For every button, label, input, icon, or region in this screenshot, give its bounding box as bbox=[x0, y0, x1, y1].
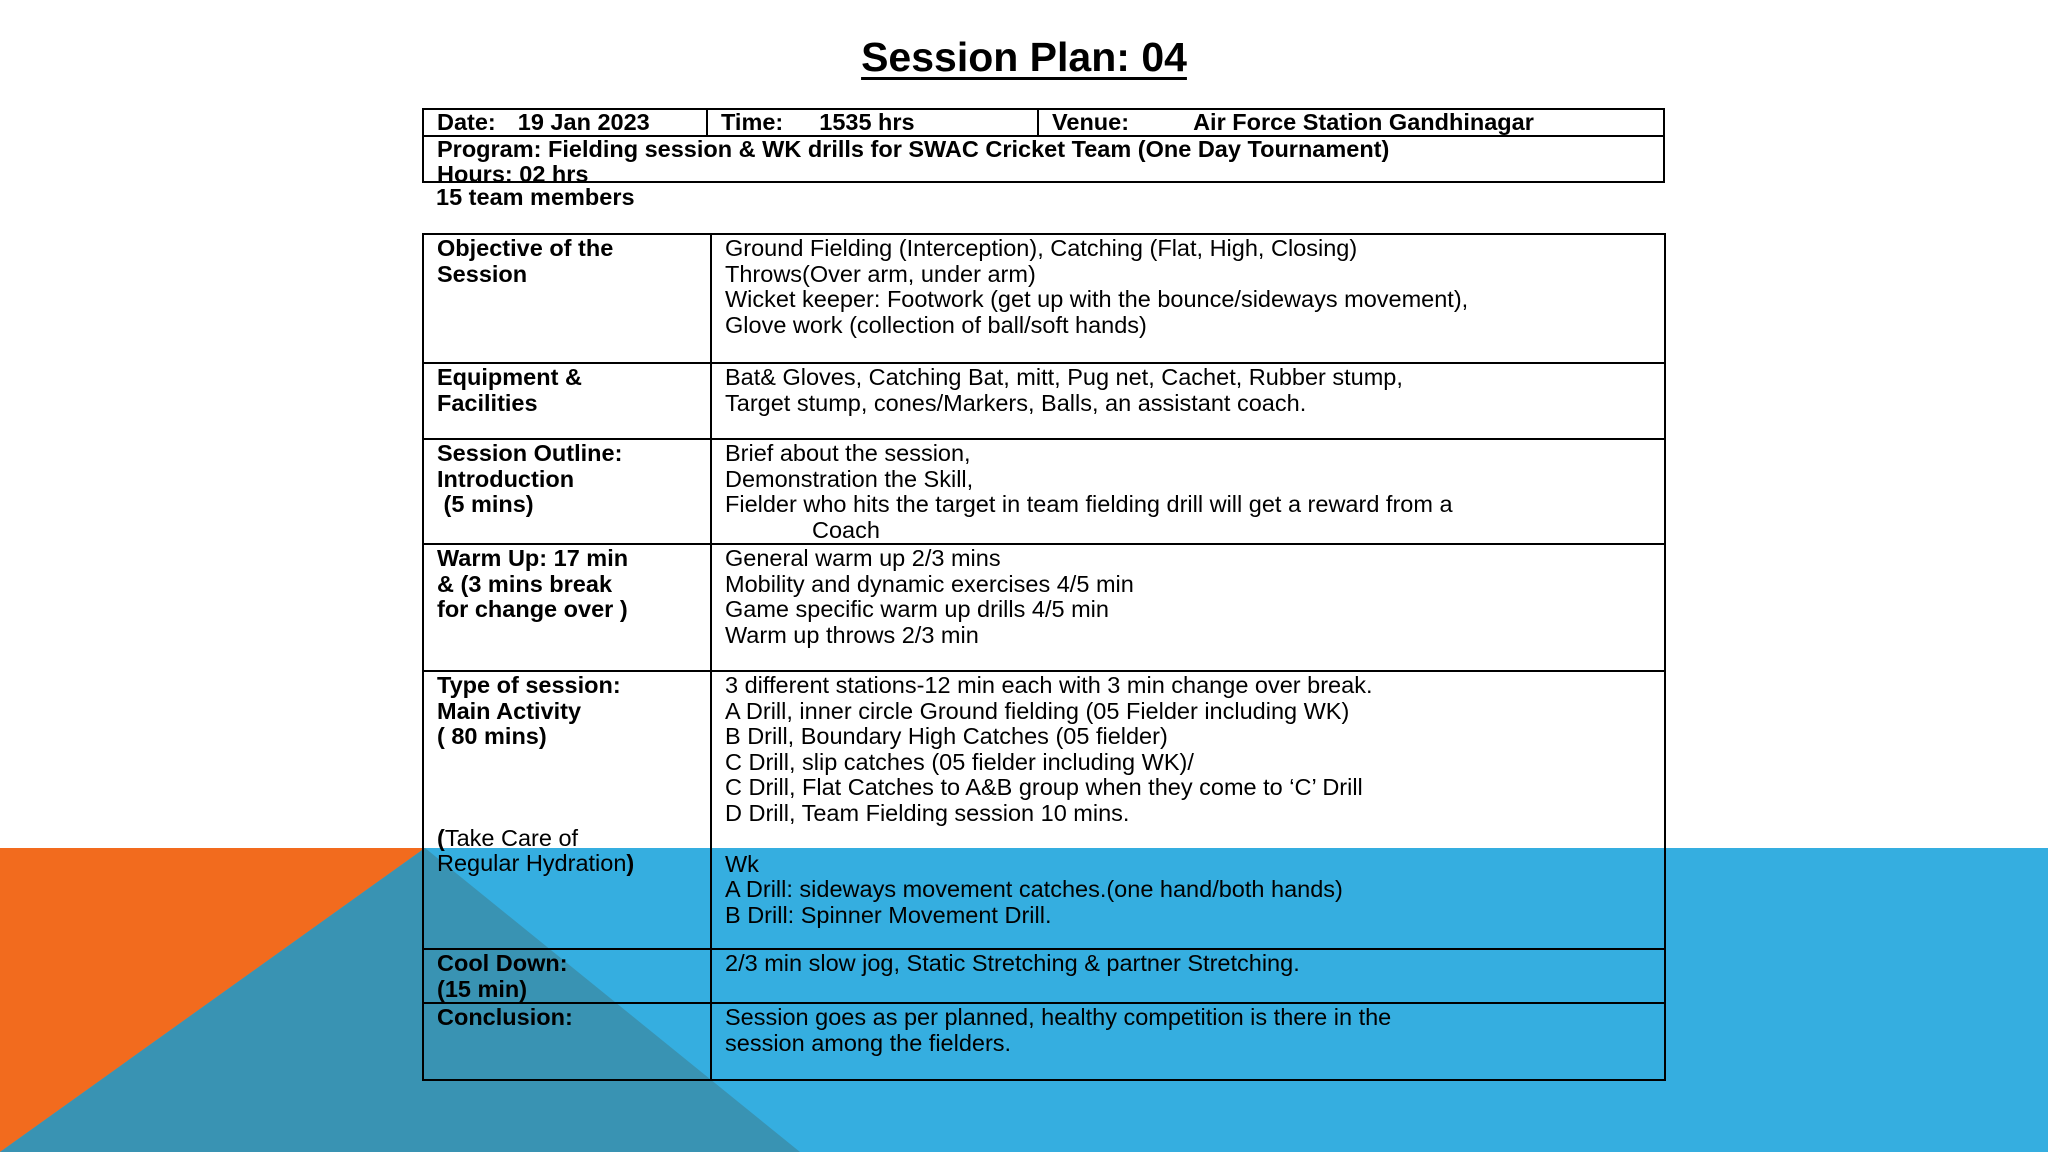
content-line: General warm up 2/3 mins bbox=[725, 545, 1001, 571]
table-row-equipment bbox=[423, 363, 1665, 439]
row-label bbox=[423, 949, 711, 1003]
row-content bbox=[711, 439, 1665, 544]
content-line: Mobility and dynamic exercises 4/5 min bbox=[725, 570, 1134, 597]
label-line: (5 mins) bbox=[437, 491, 534, 517]
content-line: Game specific warm up drills 4/5 min bbox=[725, 596, 1109, 622]
content-line: A Drill: sideways movement catches.(one hand/both hands) bbox=[725, 876, 1343, 902]
content-line: Wk bbox=[725, 850, 759, 877]
session-header-box bbox=[422, 108, 1665, 187]
content-line: Wicket keeper: Footwork (get up with the bounce/sideways movement), bbox=[725, 286, 1469, 312]
content-line: Bat& Gloves, Catching Bat, mitt, Pug net, Cachet, Rubber stump, bbox=[725, 364, 1403, 390]
content-line: Brief about the session, bbox=[725, 440, 971, 466]
time-cell bbox=[708, 110, 1039, 135]
table-row-objective bbox=[423, 234, 1665, 363]
row-content bbox=[711, 671, 1665, 949]
hydration-note: (Take Care of bbox=[437, 824, 579, 851]
content-line: 2/3 min slow jog, Static Stretching & partner Stretching. bbox=[725, 950, 1300, 976]
content-line: B Drill: Spinner Movement Drill. bbox=[725, 901, 1052, 928]
content-line: A Drill, inner circle Ground fielding (05 Fielder including WK) bbox=[725, 697, 1350, 724]
row-content bbox=[711, 544, 1665, 671]
label-line: Facilities bbox=[437, 389, 538, 416]
content-line: C Drill, Flat Catches to A&B group when they come to ‘C’ Drill bbox=[725, 774, 1363, 800]
content-line: Ground Fielding (Interception), Catching (Flat, High, Closing) bbox=[725, 235, 1358, 261]
label-line: Session bbox=[437, 260, 528, 287]
date-cell bbox=[424, 110, 708, 135]
content-line: 3 different stations-12 min each with 3 min change over break. bbox=[725, 672, 1373, 698]
table-row-cool-down bbox=[423, 949, 1665, 1003]
row-label bbox=[423, 363, 711, 439]
time-value: 1535 hrs bbox=[819, 109, 915, 135]
label-spacer bbox=[437, 750, 710, 826]
label-line: (15 min) bbox=[437, 975, 528, 1002]
content-line: Throws(Over arm, under arm) bbox=[725, 260, 1036, 287]
program-cell bbox=[424, 137, 1663, 187]
team-members-text: 15 team members bbox=[436, 184, 635, 210]
label-line: Conclusion: bbox=[437, 1004, 573, 1030]
session-plan-table bbox=[422, 233, 1666, 1081]
label-line: Cool Down: bbox=[437, 950, 568, 976]
row-content bbox=[711, 234, 1665, 363]
label-line: Main Activity bbox=[437, 697, 582, 724]
content-line: C Drill, slip catches (05 fielder including WK)/ bbox=[725, 748, 1194, 775]
content-line: session among the fielders. bbox=[725, 1029, 1012, 1056]
program-text: Program: Fielding session & WK drills for SWAC Cricket Team (One Day Tournament) bbox=[437, 136, 1390, 162]
label-line: Objective of the bbox=[437, 235, 614, 261]
venue-cell bbox=[1039, 110, 1663, 135]
label-line: ( 80 mins) bbox=[437, 723, 547, 749]
row-content bbox=[711, 363, 1665, 439]
content-line: D Drill, Team Fielding session 10 mins. bbox=[725, 799, 1130, 826]
content-line: Fielder who hits the target in team fielding drill will get a reward from a bbox=[725, 491, 1453, 517]
time-label: Time: bbox=[721, 109, 784, 135]
row-label bbox=[423, 544, 711, 671]
content-line: Session goes as per planned, healthy competition is there in the bbox=[725, 1004, 1392, 1030]
table-row-session-outline bbox=[423, 439, 1665, 544]
content-line: B Drill, Boundary High Catches (05 fielder) bbox=[725, 723, 1168, 749]
content-line: Coach bbox=[812, 516, 880, 543]
row-label bbox=[423, 1003, 711, 1080]
row-label bbox=[423, 671, 711, 949]
content-spacer bbox=[725, 826, 1664, 852]
content-line: Target stump, cones/Markers, Balls, an assistant coach. bbox=[725, 389, 1307, 416]
hours-text: Hours: 02 hrs bbox=[437, 161, 589, 187]
date-value: 19 Jan 2023 bbox=[517, 109, 650, 135]
venue-value: Air Force Station Gandhinagar bbox=[1193, 109, 1534, 135]
content-line: Demonstration the Skill, bbox=[725, 465, 974, 492]
page-title bbox=[0, 34, 2048, 81]
label-line: Warm Up: 17 min bbox=[437, 545, 629, 571]
row-content bbox=[711, 949, 1665, 1003]
page-title-text: Session Plan: 04 bbox=[861, 34, 1187, 80]
label-line: Type of session: bbox=[437, 672, 621, 698]
label-line: Introduction bbox=[437, 465, 575, 492]
row-label bbox=[423, 439, 711, 544]
label-line: & (3 mins break bbox=[437, 570, 613, 597]
hydration-note: Regular Hydration) bbox=[437, 850, 635, 876]
label-line: for change over ) bbox=[437, 596, 628, 622]
row-content bbox=[711, 1003, 1665, 1080]
label-line: Equipment & bbox=[437, 364, 582, 390]
table-row-main-activity bbox=[423, 671, 1665, 949]
venue-label: Venue: bbox=[1052, 109, 1130, 135]
table-row-warm-up bbox=[423, 544, 1665, 671]
date-label: Date: bbox=[437, 109, 496, 135]
row-label bbox=[423, 234, 711, 363]
content-line: Warm up throws 2/3 min bbox=[725, 621, 979, 648]
content-line: Glove work (collection of ball/soft hands) bbox=[725, 311, 1147, 338]
label-line: Session Outline: bbox=[437, 440, 623, 466]
header-row-date-time-venue bbox=[424, 110, 1663, 137]
table-row-conclusion bbox=[423, 1003, 1665, 1080]
